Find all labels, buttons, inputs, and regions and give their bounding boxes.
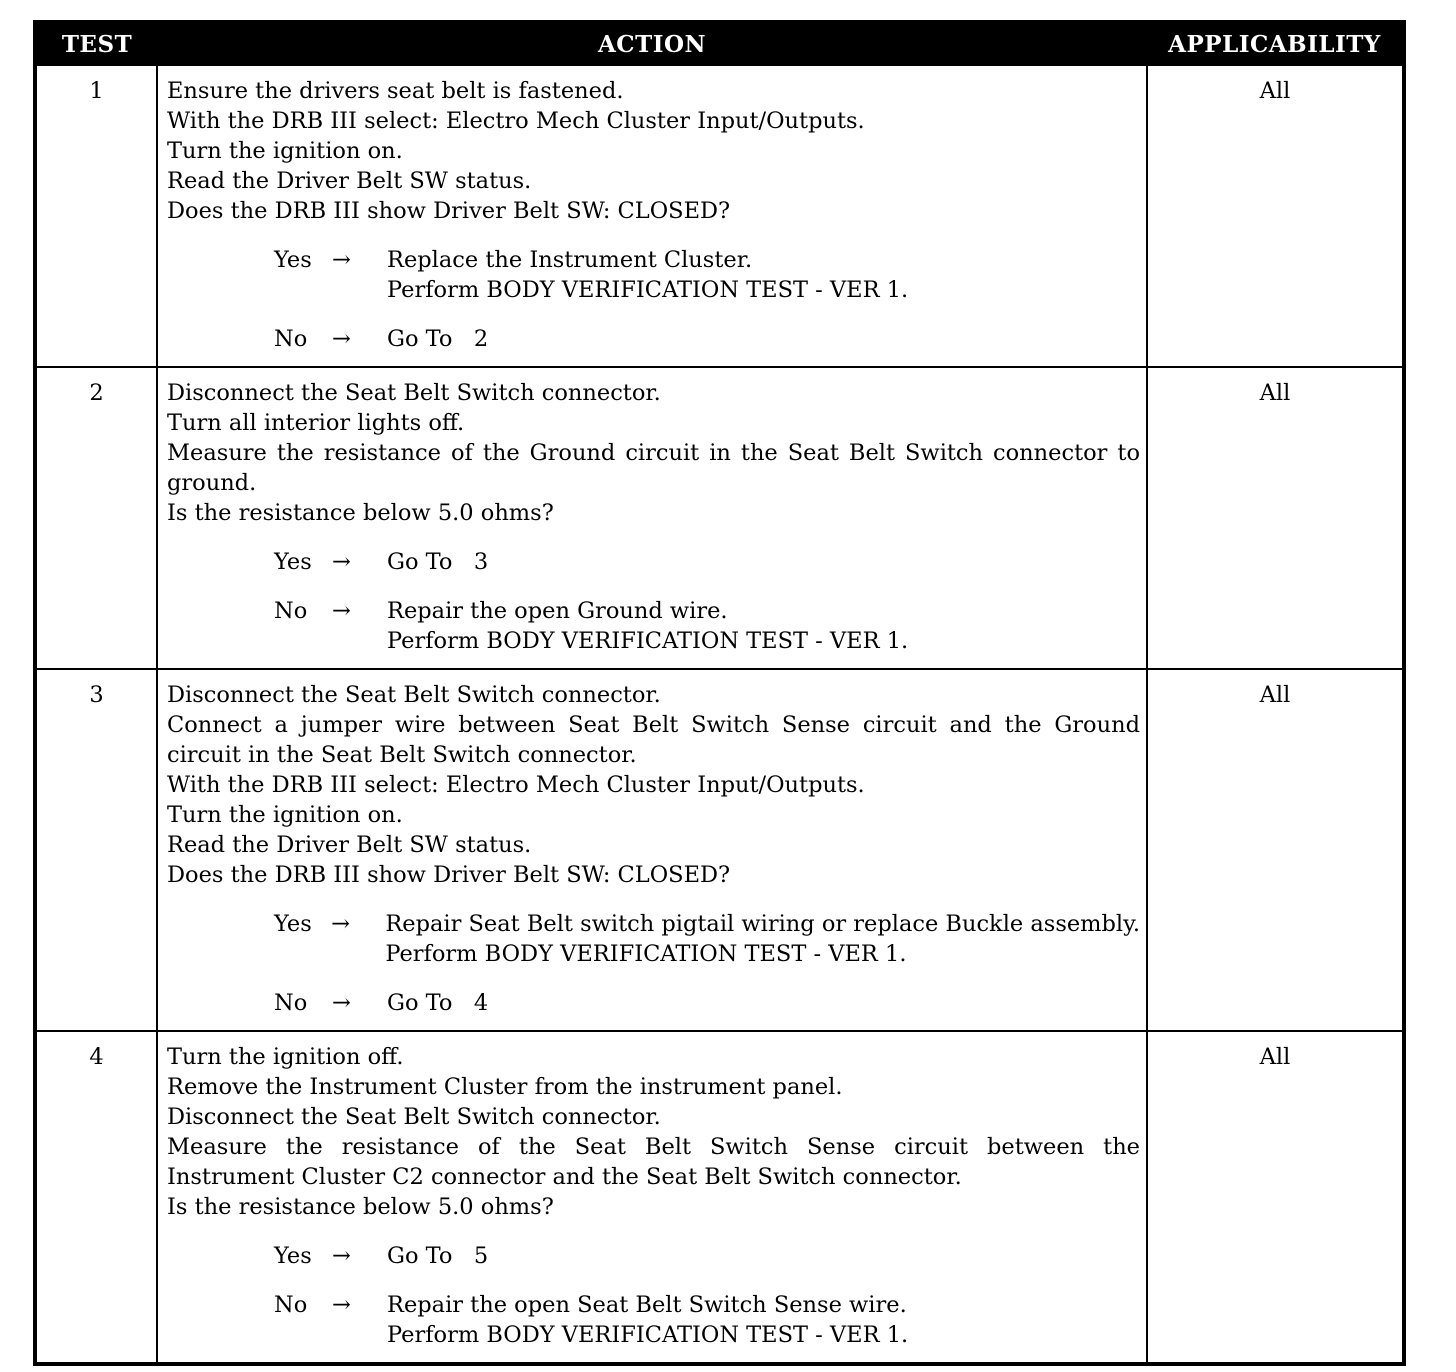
no-result <box>274 988 1140 1018</box>
outcome-line: Go To 4 <box>387 990 489 1016</box>
action-step: Disconnect the Seat Belt Switch connector. <box>167 380 661 406</box>
test-number: 3 <box>35 669 157 1031</box>
outcome-line: Repair the open Ground wire. <box>387 598 728 624</box>
action-cell <box>157 1031 1147 1364</box>
yes-result <box>274 547 1140 577</box>
yes-outcome <box>385 909 1140 969</box>
action-step: Does the DRB III show Driver Belt SW: CLOSED? <box>167 198 731 224</box>
outcome-line: Perform BODY VERIFICATION TEST - VER 1. <box>387 277 909 303</box>
no-outcome <box>387 324 1140 354</box>
test-number: 1 <box>35 65 157 367</box>
outcome-line: Perform BODY VERIFICATION TEST - VER 1. <box>385 941 907 967</box>
right-arrow-icon: → <box>331 911 350 937</box>
action-steps <box>167 1042 1140 1222</box>
table-row <box>35 1031 1404 1364</box>
test-number: 2 <box>35 367 157 669</box>
applicability-value: All <box>1147 669 1404 1031</box>
action-step: Turn the ignition on. <box>167 802 403 828</box>
outcome-line: Repair the open Seat Belt Switch Sense wire. <box>387 1292 907 1318</box>
action-step: Measure the resistance of the Seat Belt Switch Sense circuit between the Instrument Cluster C2 connector and the Seat Belt Switch connector. <box>167 1134 1140 1190</box>
no-result <box>274 596 1140 656</box>
yes-label: Yes <box>274 1243 312 1269</box>
right-arrow-icon: → <box>332 990 351 1016</box>
action-step: With the DRB III select: Electro Mech Cluster Input/Outputs. <box>167 772 865 798</box>
action-step: Disconnect the Seat Belt Switch connector. <box>167 1104 661 1130</box>
action-steps <box>167 680 1140 890</box>
yes-label: Yes <box>274 911 312 937</box>
yes-label: Yes <box>274 247 312 273</box>
yes-result <box>274 245 1140 305</box>
right-arrow-icon: → <box>332 598 351 624</box>
diagnostic-test-table <box>33 20 1406 1366</box>
table-row <box>35 367 1404 669</box>
action-steps <box>167 378 1140 528</box>
yes-outcome <box>387 245 1140 305</box>
right-arrow-icon: → <box>332 549 351 575</box>
column-header-test: TEST <box>35 22 157 65</box>
outcome-line: Perform BODY VERIFICATION TEST - VER 1. <box>387 1322 909 1348</box>
outcome-line: Go To 5 <box>387 1243 489 1269</box>
action-step: Is the resistance below 5.0 ohms? <box>167 500 554 526</box>
table-body <box>35 65 1404 1364</box>
action-step: Turn the ignition off. <box>167 1044 404 1070</box>
action-step: Turn all interior lights off. <box>167 410 465 436</box>
table-row <box>35 65 1404 367</box>
diagnostic-test-sheet <box>33 20 1402 1366</box>
action-cell <box>157 669 1147 1031</box>
action-step: Does the DRB III show Driver Belt SW: CLOSED? <box>167 862 731 888</box>
action-step: Read the Driver Belt SW status. <box>167 832 532 858</box>
no-outcome <box>387 1290 1140 1350</box>
no-outcome <box>387 596 1140 656</box>
action-step: With the DRB III select: Electro Mech Cluster Input/Outputs. <box>167 108 865 134</box>
no-label: No <box>274 1292 308 1318</box>
yes-result <box>274 1241 1140 1271</box>
applicability-value: All <box>1147 1031 1404 1364</box>
outcome-line: Go To 2 <box>387 326 489 352</box>
column-header-action: ACTION <box>157 22 1147 65</box>
action-step: Ensure the drivers seat belt is fastened. <box>167 78 624 104</box>
no-result <box>274 1290 1140 1350</box>
no-label: No <box>274 990 308 1016</box>
yes-result <box>274 909 1140 969</box>
right-arrow-icon: → <box>332 247 351 273</box>
right-arrow-icon: → <box>332 1292 351 1318</box>
no-outcome <box>387 988 1140 1018</box>
action-steps <box>167 76 1140 226</box>
no-label: No <box>274 598 308 624</box>
outcome-line: Replace the Instrument Cluster. <box>387 247 753 273</box>
yes-outcome <box>387 1241 1140 1271</box>
action-cell <box>157 367 1147 669</box>
no-label: No <box>274 326 308 352</box>
action-step: Disconnect the Seat Belt Switch connector. <box>167 682 661 708</box>
action-step: Remove the Instrument Cluster from the instrument panel. <box>167 1074 843 1100</box>
right-arrow-icon: → <box>332 1243 351 1269</box>
action-cell <box>157 65 1147 367</box>
column-header-applicability: APPLICABILITY <box>1147 22 1404 65</box>
action-step: Is the resistance below 5.0 ohms? <box>167 1194 554 1220</box>
action-step: Read the Driver Belt SW status. <box>167 168 532 194</box>
applicability-value: All <box>1147 367 1404 669</box>
outcome-line: Repair Seat Belt switch pigtail wiring or replace Buckle assembly. <box>385 911 1140 937</box>
action-step: Connect a jumper wire between Seat Belt Switch Sense circuit and the Ground circuit in the Seat Belt Switch connector. <box>167 712 1140 768</box>
table-header-row <box>35 22 1404 65</box>
action-step: Measure the resistance of the Ground circuit in the Seat Belt Switch connector to ground. <box>167 440 1140 496</box>
action-step: Turn the ignition on. <box>167 138 403 164</box>
yes-outcome <box>387 547 1140 577</box>
table-row <box>35 669 1404 1031</box>
applicability-value: All <box>1147 65 1404 367</box>
no-result <box>274 324 1140 354</box>
yes-label: Yes <box>274 549 312 575</box>
outcome-line: Perform BODY VERIFICATION TEST - VER 1. <box>387 628 909 654</box>
test-number: 4 <box>35 1031 157 1364</box>
outcome-line: Go To 3 <box>387 549 489 575</box>
right-arrow-icon: → <box>332 326 351 352</box>
